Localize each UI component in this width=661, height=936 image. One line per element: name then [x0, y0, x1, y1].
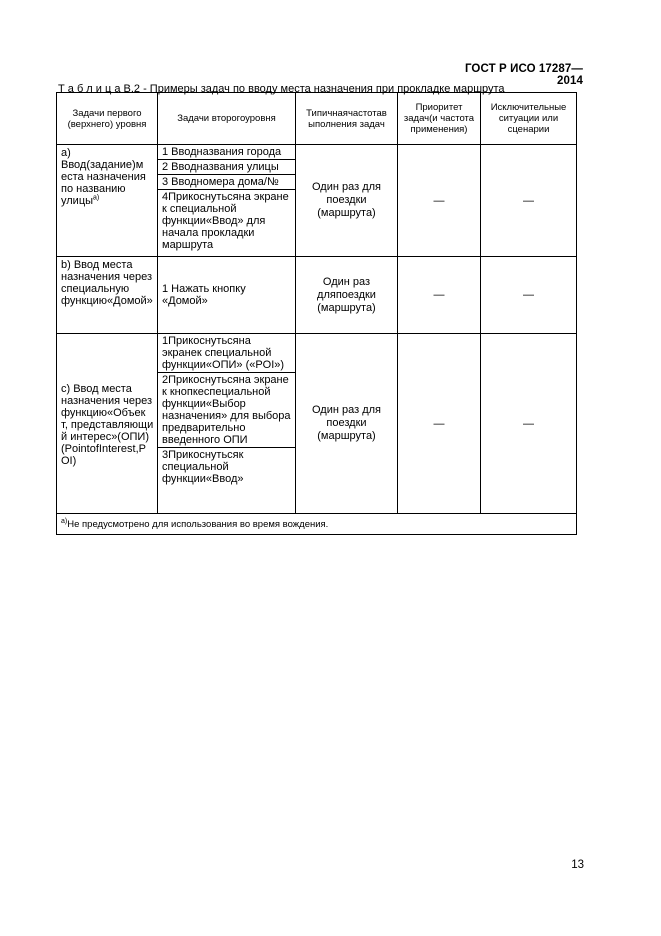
level2-task: 4Прикоснутьсяна экране к специальной функции«Ввод» для начала прокладки маршрута: [162, 191, 289, 251]
footnote-ref: а): [93, 194, 100, 202]
level1-task: [57, 145, 158, 257]
table-caption: Т а б л и ц а В.2 - Примеры задач по вводу места назначения при прокладке маршрута: [58, 83, 505, 95]
level1-task-text: а) Ввод(задание)м еста назначения по названию улицы: [61, 147, 146, 207]
table-row: [57, 145, 577, 257]
level2-task: 1Прикоснутьсяна экранек специальной функции«ОПИ» («POI»): [158, 334, 295, 373]
frequency-cell: Один раз для поездки (маршрута): [296, 334, 398, 514]
exceptions-cell: —: [481, 334, 577, 514]
level2-task: 3Прикоснутьсяк специальной функции«Ввод»: [162, 449, 244, 485]
table-row: [57, 334, 577, 514]
level2-tasks: [158, 145, 296, 257]
footnote: [57, 514, 577, 535]
table-row: [57, 257, 577, 334]
exceptions-cell: —: [481, 257, 577, 334]
document-id: ГОСТ Р ИСО 17287—2014: [464, 63, 583, 87]
frequency-cell: Один раз дляпоездки (маршрута): [296, 257, 398, 334]
level2-task: 2Прикоснутьсяна экране к кнопкеспециальной функции«Выбор назначения» для выбора предварительно введенного ОПИ: [158, 373, 295, 448]
footnote-text: Не предусмотрено для использования во время вождения.: [67, 518, 329, 530]
priority-cell: —: [398, 145, 481, 257]
frequency-cell: Один раз для поездки (маршрута): [296, 145, 398, 257]
exceptions-cell: —: [481, 145, 577, 257]
level2-task: 3 Вводномера дома/№: [158, 175, 295, 190]
footnote-row: [57, 514, 577, 535]
level2-task: 2 Вводназвания улицы: [158, 160, 295, 175]
level2-task: 1 Вводназвания города: [158, 145, 295, 160]
level2-task: 1 Нажать кнопку «Домой»: [158, 257, 296, 334]
priority-cell: —: [398, 257, 481, 334]
header-level1: Задачи первого (верхнего) уровня: [57, 93, 158, 145]
level2-tasks: [158, 334, 296, 514]
header-exceptions: Исключительные ситуации или сценарии: [481, 93, 577, 145]
level1-task: b) Ввод места назначения через специальную функцию«Домой»: [57, 257, 158, 334]
header-frequency: Типичнаячастотав ыполнения задач: [296, 93, 398, 145]
footnote-mark: а): [61, 517, 68, 525]
page-number: 13: [571, 859, 584, 871]
header-priority: Приоритет задач(и частота применения): [398, 93, 481, 145]
tasks-table: [56, 92, 577, 535]
priority-cell: —: [398, 334, 481, 514]
header-level2: Задачи второгоуровня: [158, 93, 296, 145]
level1-task: с) Ввод места назначения через функцию«Объек т, представляющи й интерес»(ОПИ) (PointofInterest,P OI): [57, 334, 158, 514]
table-header-row: [57, 93, 577, 145]
